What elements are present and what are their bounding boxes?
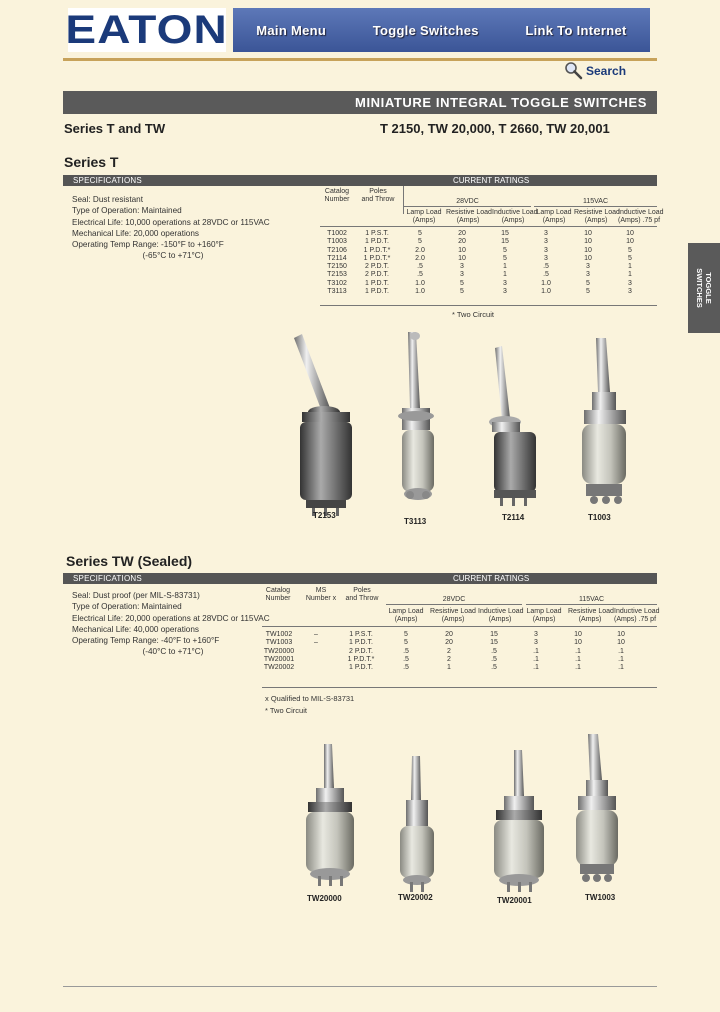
spec-line: Mechanical Life: 20,000 operations <box>72 228 199 238</box>
table-cell: 3 <box>544 238 548 246</box>
table-cell <box>296 664 336 672</box>
table-cell: 3 <box>544 230 548 237</box>
series-t-spec-bar <box>63 175 657 186</box>
table-cell: 5 <box>404 631 408 638</box>
search-label: Search <box>586 64 627 78</box>
page-title: MINIATURE INTEGRAL TOGGLE SWITCHES <box>63 91 657 114</box>
table-cell: 5 <box>418 230 422 237</box>
side-tab-line-2: SWITCHES <box>695 268 704 308</box>
switch-photo-t1003 <box>582 338 626 504</box>
series-t-photos <box>280 330 660 530</box>
eaton-logo[interactable] <box>65 7 229 52</box>
table-row <box>262 631 642 639</box>
table-cell: .5 <box>417 263 423 271</box>
table-cell: 1 P.D.T. <box>365 238 389 246</box>
table-row <box>262 639 642 647</box>
switch-photo-t2153 <box>294 334 352 516</box>
table-row <box>320 288 650 296</box>
table-cell: 1 P.D.T. <box>365 288 389 296</box>
table-cell: 1.0 <box>415 288 425 296</box>
table-cell: .1 <box>575 647 581 655</box>
table-cell: 1 P.D.T.* <box>363 254 391 262</box>
current-ratings-label: CURRENT RATINGS <box>453 574 530 583</box>
table-cell: 3 <box>628 288 632 296</box>
table-cell: 5 <box>460 279 464 287</box>
table-cell: 1 <box>503 271 507 279</box>
table-cell: 5 <box>460 288 464 296</box>
table-row <box>320 255 650 263</box>
table-cell: 3 <box>460 271 464 279</box>
table-cell: 3 <box>544 254 548 262</box>
table-cell: T3102 <box>327 279 347 287</box>
table-cell: 3 <box>586 271 590 279</box>
table-cell: .5 <box>543 263 549 271</box>
table-cell: 1.0 <box>541 288 551 296</box>
col-poles-header: Poles and Throw <box>361 188 395 203</box>
col-catalog-header: Catalog Number <box>324 188 350 203</box>
tw-col-catalog-header: Catalog Number <box>265 587 291 602</box>
spec-line: Operating Temp Range: -40°F to +160°F <box>72 636 220 646</box>
table-cell: 15 <box>490 631 498 638</box>
table-row <box>320 263 650 271</box>
caption-tw20002: TW20002 <box>398 893 433 902</box>
table-cell: 10 <box>617 639 625 647</box>
switch-photo-t3113 <box>398 332 434 500</box>
series-subheading-right: T 2150, TW 20,000, T 2660, TW 20,001 <box>380 121 610 136</box>
two-circuit-footnote: * Two Circuit <box>452 310 494 319</box>
table-row <box>262 648 642 656</box>
series-tw-photos <box>290 730 650 910</box>
table-cell: 5 <box>503 246 507 254</box>
spec-line: Seal: Dust proof (per MIL-S-83731) <box>72 591 200 600</box>
switch-photo-t2114 <box>489 346 536 506</box>
table-cell: .5 <box>403 655 409 663</box>
table-cell: 2.0 <box>415 254 425 262</box>
table-cell: 5 <box>586 279 590 287</box>
table-cell: 2 <box>447 647 451 655</box>
table-cell: T2150 <box>327 263 347 271</box>
table-cell: 10 <box>458 246 466 254</box>
table-cell: .5 <box>403 664 409 672</box>
caption-t2153: T2153 <box>313 511 336 520</box>
table-cell: 15 <box>501 230 509 237</box>
tw-col-poles-header: Poles and Throw <box>345 587 379 602</box>
table-cell: TW1003 <box>265 639 293 647</box>
tw-group-28vdc-header: 28VDC <box>386 596 522 605</box>
table-cell: 1 P.D.T.* <box>347 655 375 663</box>
table-row <box>320 238 650 246</box>
table-cell: TW20000 <box>263 647 295 655</box>
table-cell: .5 <box>403 647 409 655</box>
switch-photo-tw1003 <box>576 734 618 882</box>
table-cell: .1 <box>618 655 624 663</box>
nav-main-menu[interactable]: Main Menu <box>256 22 327 38</box>
spec-bar-label: SPECIFICATIONS <box>73 574 142 583</box>
table-cell: 1 <box>503 263 507 271</box>
table-cell: TW20002 <box>263 664 295 672</box>
table-cell: 1 P.S.T. <box>349 631 373 638</box>
spec-line: Seal: Dust resistant <box>72 195 143 204</box>
spec-bar-label: SPECIFICATIONS <box>73 176 142 185</box>
table-cell: 20 <box>458 230 466 237</box>
table-cell <box>296 648 336 656</box>
nav-toggle-switches[interactable]: Toggle Switches <box>372 22 479 38</box>
table-cell: .5 <box>491 655 497 663</box>
table-cell: T3113 <box>327 288 347 296</box>
series-tw-spec-bar <box>63 573 657 584</box>
table-cell: 3 <box>460 263 464 271</box>
series-t-ratings-table <box>320 230 650 296</box>
table-cell: .1 <box>533 655 539 663</box>
switch-photo-tw20002 <box>400 756 434 892</box>
table-cell: 5 <box>628 246 632 254</box>
series-t-title: Series T <box>64 154 119 170</box>
table-cell: 15 <box>490 639 498 647</box>
table-cell <box>296 656 336 664</box>
table-cell: 5 <box>503 254 507 262</box>
table-cell: 10 <box>617 631 625 638</box>
table-cell: .1 <box>618 664 624 672</box>
table-cell: 1 P.D.T.* <box>363 246 391 254</box>
table-cell: 20 <box>458 238 466 246</box>
table-cell: 1 <box>447 664 451 672</box>
table-cell: 3 <box>503 288 507 296</box>
nav-link-to-internet[interactable]: Link To Internet <box>525 22 627 38</box>
table-row <box>320 247 650 255</box>
tw-col-ms-header: MS Number x <box>305 587 337 602</box>
table-cell: 2 P.D.T. <box>365 271 389 279</box>
search-button[interactable] <box>564 61 626 81</box>
table-cell: 20 <box>445 639 453 647</box>
spec-line: (-65°C to +71°C) <box>72 251 204 261</box>
group-115vac-header: 115VAC <box>534 198 657 207</box>
table-cell: 5 <box>628 254 632 262</box>
table-cell: 2 P.D.T. <box>349 647 373 655</box>
table-cell: T2153 <box>327 271 347 279</box>
spec-line: Electrical Life: 10,000 operations at 28VDC or 115VAC <box>72 217 270 227</box>
table-cell: .5 <box>491 664 497 672</box>
table-cell: 1.0 <box>415 279 425 287</box>
series-tw-title: Series TW (Sealed) <box>66 553 193 569</box>
table-cell: 10 <box>584 246 592 254</box>
table-cell: 10 <box>574 631 582 638</box>
caption-tw20000: TW20000 <box>307 894 342 903</box>
table-cell: 5 <box>586 288 590 296</box>
table-cell: T2114 <box>327 254 347 262</box>
footer-divider <box>63 986 657 987</box>
table-cell: .1 <box>575 664 581 672</box>
table-cell: 3 <box>534 639 538 647</box>
table-cell: 3 <box>628 279 632 287</box>
spec-line: Type of Operation: Maintained <box>72 206 182 216</box>
series-t-specs <box>72 194 270 262</box>
table-cell: 3 <box>503 279 507 287</box>
table-row <box>262 664 642 672</box>
caption-t1003: T1003 <box>588 513 611 522</box>
table-cell: T2106 <box>327 246 347 254</box>
series-subheading-left: Series T and TW <box>64 121 166 136</box>
table-cell: TW1002 <box>265 631 293 638</box>
table-row <box>320 280 650 288</box>
switch-photo-tw20000 <box>306 744 354 886</box>
table-row <box>320 271 650 279</box>
table-cell: T1003 <box>327 238 347 246</box>
main-nav <box>233 8 650 52</box>
table-cell: 2.0 <box>415 246 425 254</box>
table-cell: .1 <box>533 647 539 655</box>
table-cell: 5 <box>418 238 422 246</box>
table-cell: 2 P.D.T. <box>365 263 389 271</box>
series-tw-specs <box>72 590 270 658</box>
table-cell: 10 <box>458 254 466 262</box>
tw-group-115vac-header: 115VAC <box>526 596 657 605</box>
table-cell: 1 <box>628 271 632 279</box>
spec-line: Operating Temp Range: -150°F to +160°F <box>72 240 224 250</box>
table-cell: T1002 <box>327 230 347 237</box>
table-cell: 1 P.D.T. <box>365 279 389 287</box>
switch-photo-tw20001 <box>494 750 544 892</box>
current-ratings-label: CURRENT RATINGS <box>453 176 530 185</box>
table-cell: 10 <box>584 254 592 262</box>
table-cell: 1.0 <box>541 279 551 287</box>
table-cell: – <box>314 639 318 647</box>
table-cell: 1 P.D.T. <box>349 664 373 672</box>
search-icon <box>564 61 584 81</box>
table-cell: .1 <box>575 655 581 663</box>
series-tw-ratings-table <box>262 631 642 672</box>
caption-t3113: T3113 <box>404 517 427 526</box>
table-cell: 20 <box>445 631 453 638</box>
table-cell: 5 <box>404 639 408 647</box>
table-cell: .1 <box>533 664 539 672</box>
caption-t2114: T2114 <box>502 513 525 522</box>
table-cell: 1 P.D.T. <box>349 639 373 647</box>
table-cell: 2 <box>447 655 451 663</box>
table-cell: 3 <box>586 263 590 271</box>
table-cell: 10 <box>574 639 582 647</box>
spec-line: Type of Operation: Maintained <box>72 602 182 612</box>
table-cell: 10 <box>626 230 634 237</box>
table-cell: 10 <box>626 238 634 246</box>
spec-line: (-40°C to +71°C) <box>72 647 204 657</box>
table-cell: .5 <box>543 271 549 279</box>
tw-two-circuit-footnote: * Two Circuit <box>265 706 307 715</box>
table-cell: 3 <box>534 631 538 638</box>
logo-text: EATON <box>65 7 229 52</box>
table-cell: 10 <box>584 230 592 237</box>
side-tab-line-1: TOGGLE <box>704 272 713 304</box>
group-28vdc-header: 28VDC <box>404 198 531 207</box>
table-row <box>262 656 642 664</box>
table-cell: .5 <box>491 647 497 655</box>
table-row <box>320 230 650 238</box>
table-cell: 1 P.S.T. <box>365 230 389 237</box>
table-cell: 3 <box>544 246 548 254</box>
table-cell: .1 <box>618 647 624 655</box>
table-cell: 1 <box>628 263 632 271</box>
mil-qualified-footnote: x Qualified to MIL-S-83731 <box>265 694 355 703</box>
spec-line: Electrical Life: 20,000 operations at 28VDC or 115VAC <box>72 613 270 623</box>
table-cell: 15 <box>501 238 509 246</box>
caption-tw1003: TW1003 <box>585 893 616 902</box>
table-cell: .5 <box>417 271 423 279</box>
table-cell: 10 <box>584 238 592 246</box>
caption-tw20001: TW20001 <box>497 896 532 905</box>
spec-line: Mechanical Life: 40,000 operations <box>72 624 199 634</box>
section-side-tab[interactable] <box>688 243 720 333</box>
table-cell: TW20001 <box>263 655 295 663</box>
table-cell: – <box>314 631 318 638</box>
